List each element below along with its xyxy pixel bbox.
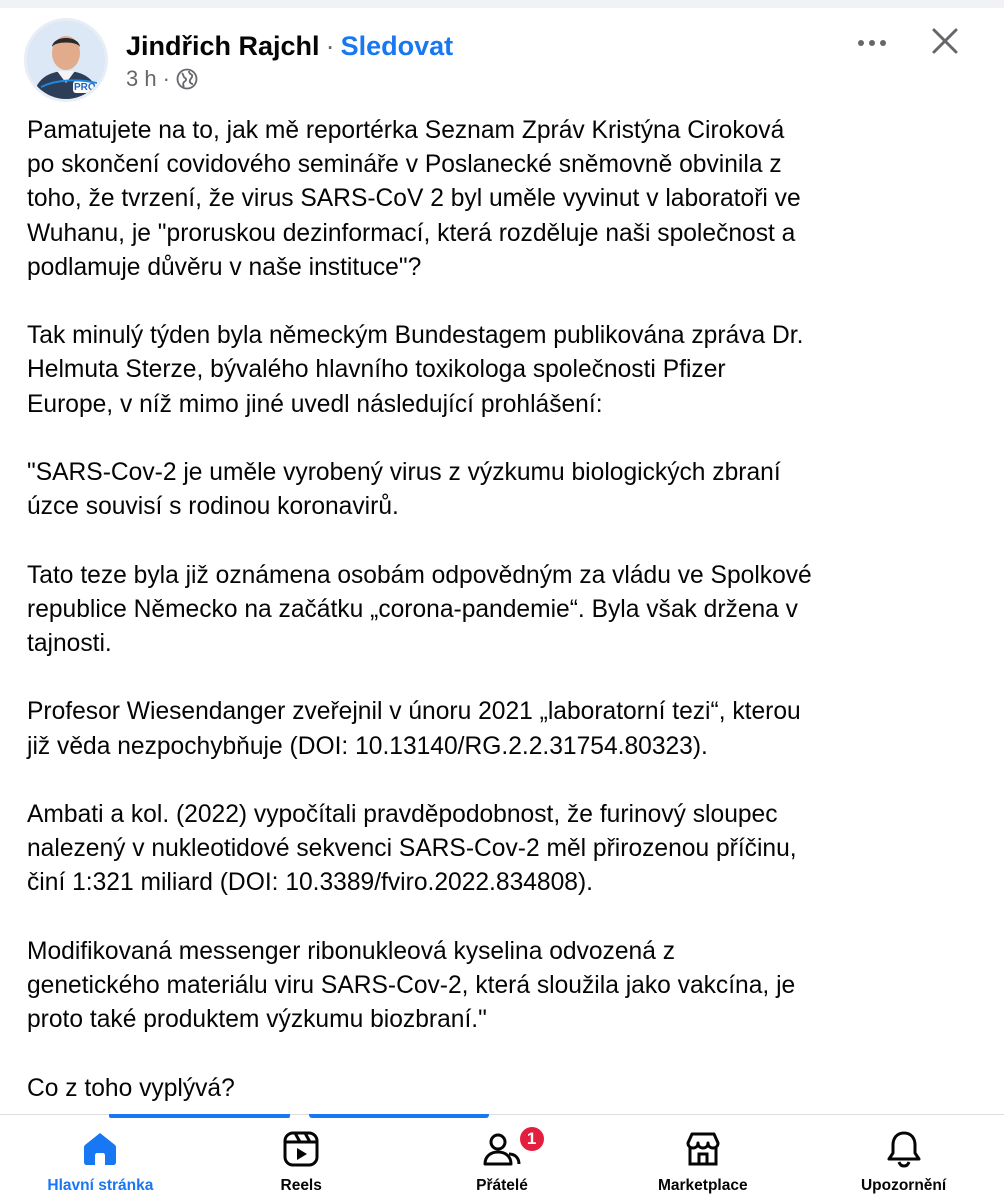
separator: · [325,30,335,61]
home-icon [80,1129,120,1169]
meta-separator: · [162,66,170,91]
post-text-line: již věda nezpochybňuje (DOI: 10.13140/RG.2.2.31754.80323). [27,732,708,760]
notification-badge: 1 [518,1125,546,1153]
post-text [27,114,987,1106]
nav-item-friends[interactable] [402,1115,603,1199]
close-button[interactable] [924,20,966,62]
nav-item-marketplace[interactable] [602,1115,803,1199]
post-paragraph [27,798,987,901]
reels-icon [281,1129,321,1169]
active-tab-indicator [309,1114,489,1118]
nav-label: Reels [280,1177,322,1194]
post-text-line: "SARS-Cov-2 je uměle vyrobený virus z výzkumu biologických zbraní [27,459,781,486]
post-meta [126,66,198,92]
bell-icon [884,1129,924,1169]
marketplace-icon [683,1129,723,1169]
post-text-line: nalezený v nukleotidové sekvenci SARS-Cov-2 měl přirozenou příčinu, [27,835,797,863]
post-paragraph [27,114,987,285]
post-text-line: tajnosti. [27,630,112,657]
follow-button[interactable]: Sledovat [340,30,454,61]
post-time[interactable]: 3 h [126,66,157,91]
post-text-line: Wuhanu, je "proruskou dezinformací, která rozděluje naši společnost a [27,219,796,247]
avatar-badge-text: PRO [74,82,96,93]
friends-icon [482,1129,522,1169]
nav-item-reels[interactable] [201,1115,402,1199]
more-options-button[interactable] [852,26,892,60]
post-paragraph [27,695,987,763]
post-text-line: Modifikovaná messenger ribonukleová kyselina odvozená z [27,937,675,965]
author-line [126,28,453,64]
post-text-line: Tato teze byla již oznámena osobám odpovědným za vládu ve Spolkové [27,561,812,589]
globe-icon [176,68,198,90]
post-paragraph [27,319,987,422]
post-text-line: po skončení covidového semináře v Poslanecké sněmovně obvinila z [27,151,782,179]
post-text-line: Europe, v níž mimo jiné uvedl následující prohlášení: [27,390,603,418]
nav-label: Upozornění [860,1177,947,1194]
post-text-line: proto také produktem výzkumu biozbraní." [27,1006,487,1034]
post-paragraph [27,559,987,662]
post-text-line: činí 1:321 miliard (DOI: 10.3389/fviro.2022.834808). [27,869,593,897]
post-text-line: republice Německo na začátku „corona-pandemie“. Byla však držena v [27,595,798,623]
nav-label: Marketplace [657,1177,748,1194]
close-icon [931,27,959,55]
post-paragraph [27,935,987,1038]
post-text-line: Co z toho vyplývá? [27,1074,235,1102]
post-text-line: Tak minulý týden byla německým Bundestagem publikována zpráva Dr. [27,322,804,350]
post-text-line: Helmuta Sterze, bývalého hlavního toxikologa společnosti Pfizer [27,356,726,384]
post-paragraph [27,456,987,524]
post-text-line: Profesor Wiesendanger zveřejnil v únoru 2021 „laboratorní tezi“, kterou [27,698,801,726]
post-text-line: Ambati a kol. (2022) vypočítali pravděpodobnost, že furinový sloupec [27,800,778,828]
post-text-line: Pamatujete na to, jak mě reportérka Seznam Zpráv Kristýna Ciroková [27,117,785,144]
post-header [0,8,1004,108]
bottom-navigation [0,1114,1004,1199]
post-text-line: podlamuje důvěru v naše instituce"? [27,253,422,281]
more-horizontal-icon [857,39,887,47]
nav-label: Hlavní stránka [47,1177,154,1194]
post-text-line: úzce souvisí s rodinou koronavirů. [27,493,399,521]
post-text-line: genetického materiálu viru SARS-Cov-2, která sloužila jako vakcína, je [27,971,796,999]
nav-item-bell[interactable] [803,1115,1004,1199]
avatar[interactable] [24,18,108,102]
top-divider [0,0,1004,8]
nav-item-home[interactable] [0,1115,201,1199]
author-name[interactable]: Jindřich Rajchl [126,30,320,61]
nav-label: Přátelé [476,1177,528,1194]
post-paragraph [27,1072,987,1106]
post-text-line: toho, že tvrzení, že virus SARS-CoV 2 byl uměle vyvinut v laboratoři ve [27,185,801,213]
